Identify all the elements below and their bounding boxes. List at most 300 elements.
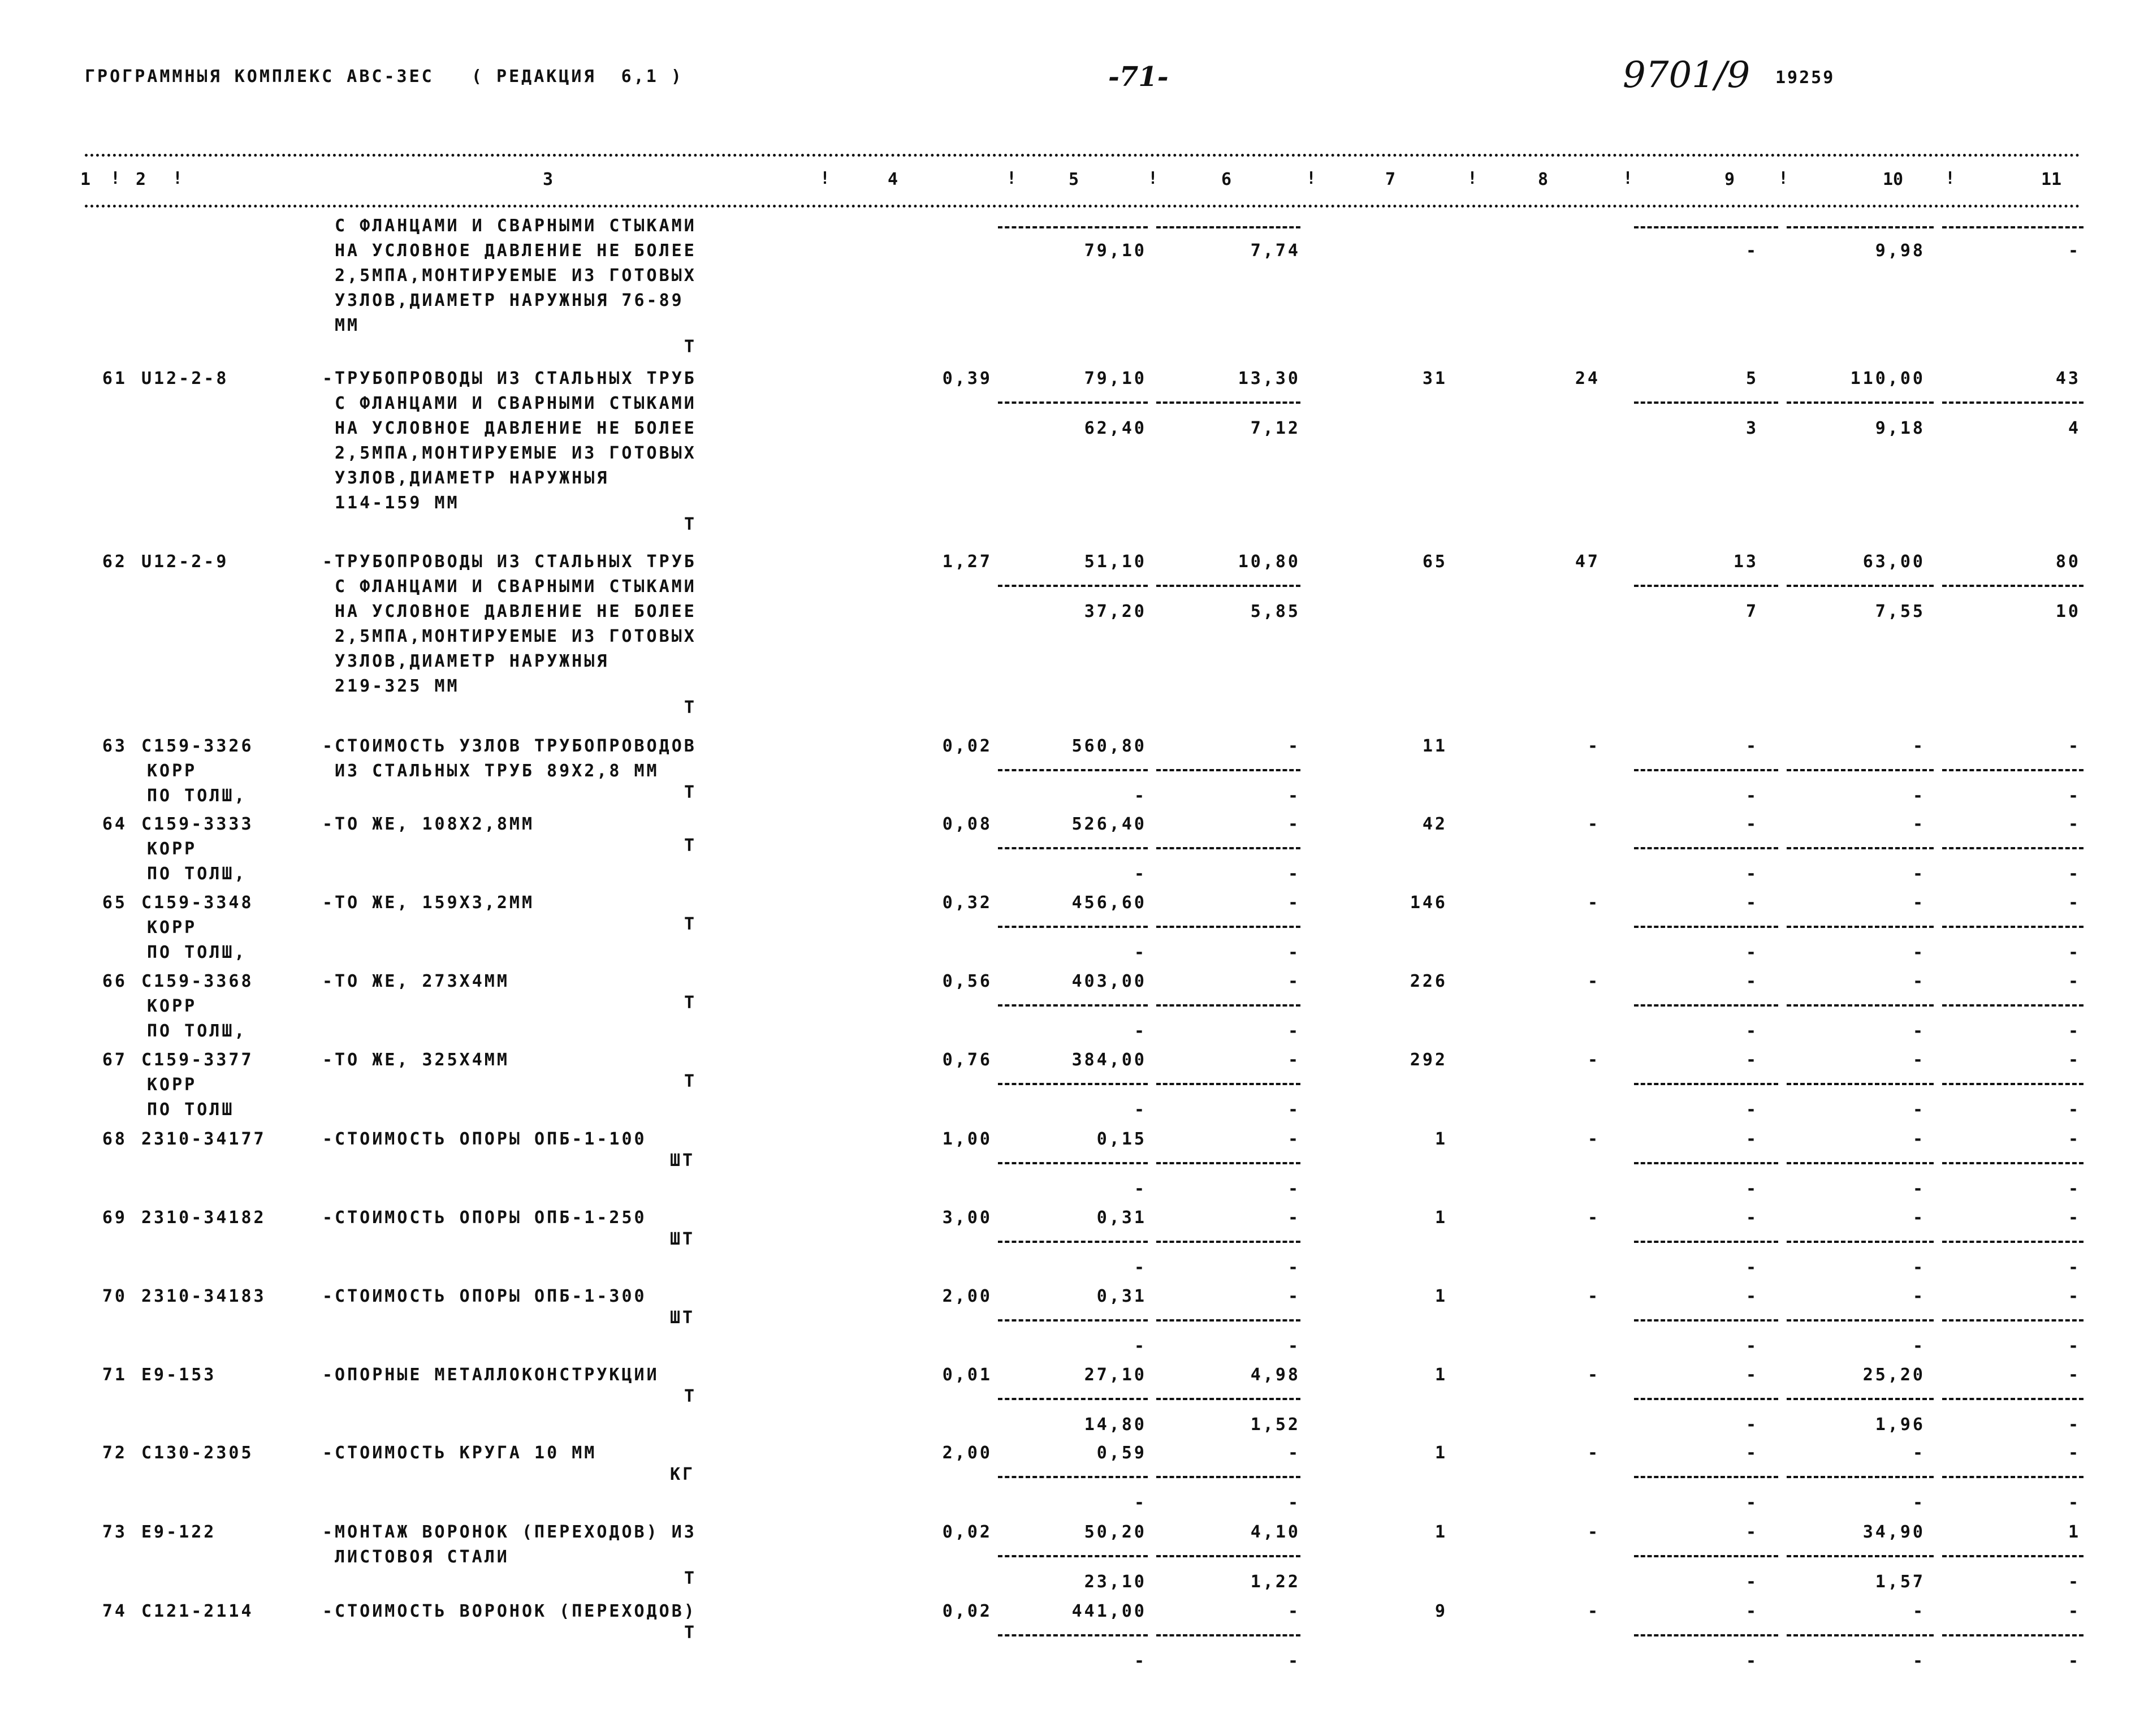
cell-divider bbox=[1787, 1083, 1934, 1085]
row-unit: ШТ bbox=[670, 1229, 695, 1249]
row-code: U12-2-8 bbox=[141, 369, 229, 388]
cell-c8: - bbox=[1587, 1208, 1600, 1228]
stamp-number: 19259 bbox=[1775, 68, 1835, 88]
row-code: C130-2305 bbox=[141, 1443, 254, 1463]
cell-c5: 456,60 bbox=[1071, 893, 1147, 913]
cell-c6-lower: 7,12 bbox=[1250, 418, 1300, 438]
row-description: -МОНТАЖ ВОРОНОК (ПЕРЕХОДОВ) ИЗ bbox=[322, 1522, 697, 1542]
cell-c11-lower: - bbox=[2068, 1100, 2081, 1120]
cell-divider bbox=[1634, 226, 1778, 228]
cell-divider bbox=[1156, 401, 1300, 404]
cell-c4: 1,27 bbox=[942, 552, 992, 572]
row-number: 69 bbox=[102, 1208, 127, 1228]
row-number: 68 bbox=[102, 1129, 127, 1149]
row-unit: ШТ bbox=[670, 1151, 695, 1171]
column-header-9: 9 bbox=[1724, 170, 1735, 189]
cell-c5-lower: - bbox=[1134, 1021, 1147, 1041]
row-code: ПО ТОЛШ, bbox=[147, 943, 247, 962]
cell-c10-lower: - bbox=[1912, 1100, 1925, 1120]
cell-divider bbox=[1787, 1634, 1934, 1636]
row-description: -ТРУБОПРОВОДЫ ИЗ СТАЛЬНЫХ ТРУБ bbox=[322, 552, 697, 572]
cell-divider bbox=[998, 1319, 1148, 1322]
cell-divider bbox=[1942, 847, 2084, 849]
row-code: 2310-34177 bbox=[141, 1129, 266, 1149]
cell-c4: 1,00 bbox=[942, 1129, 992, 1149]
cell-c5-lower: 62,40 bbox=[1084, 418, 1147, 438]
cell-c9: - bbox=[1745, 1208, 1758, 1228]
cell-c8: - bbox=[1587, 1286, 1600, 1306]
cell-divider bbox=[1942, 1241, 2084, 1243]
row-code: ПО ТОЛШ, bbox=[147, 864, 247, 884]
cell-c9-lower: - bbox=[1745, 786, 1758, 806]
cell-divider bbox=[1156, 1241, 1300, 1243]
cell-c9-lower: 3 bbox=[1745, 418, 1758, 438]
cell-c10-lower: 9,18 bbox=[1875, 418, 1925, 438]
cell-c11: - bbox=[2068, 1443, 2081, 1463]
row-unit: Т bbox=[684, 1072, 697, 1091]
row-number: 74 bbox=[102, 1601, 127, 1621]
cell-c5: 0,31 bbox=[1096, 1208, 1147, 1228]
column-header-8: 8 bbox=[1538, 170, 1549, 189]
cell-c6: 13,30 bbox=[1238, 369, 1300, 388]
cell-divider bbox=[998, 1634, 1148, 1636]
row-code: ПО ТОЛШ, bbox=[147, 786, 247, 806]
cell-c11: - bbox=[2068, 814, 2081, 834]
cell-c4: 0,76 bbox=[942, 1050, 992, 1070]
cell-c11-lower: - bbox=[2068, 1179, 2081, 1199]
cell-c4: 0,01 bbox=[942, 1365, 992, 1385]
row-number: 71 bbox=[102, 1365, 127, 1385]
cell-c5-lower: - bbox=[1134, 1179, 1147, 1199]
cell-c4: 0,02 bbox=[942, 1601, 992, 1621]
cell-c7: 9 bbox=[1434, 1601, 1447, 1621]
cell-c9-lower: 7 bbox=[1745, 602, 1758, 621]
cell-divider bbox=[1787, 769, 1934, 771]
cell-c9: - bbox=[1745, 1443, 1758, 1463]
cell-divider bbox=[1634, 1476, 1778, 1478]
cell-c8: - bbox=[1587, 1443, 1600, 1463]
row-number: 61 bbox=[102, 369, 127, 388]
cell-c11-lower: 10 bbox=[2055, 602, 2081, 621]
cell-c9-lower: - bbox=[1745, 1493, 1758, 1513]
cell-c10: 63,00 bbox=[1862, 552, 1925, 572]
cell-divider bbox=[1942, 1398, 2084, 1400]
cell-c5: 384,00 bbox=[1071, 1050, 1147, 1070]
row-number: 62 bbox=[102, 552, 127, 572]
cell-divider bbox=[1634, 1162, 1778, 1164]
cell-c10: - bbox=[1912, 971, 1925, 991]
cell-c9: - bbox=[1745, 893, 1758, 913]
cell-c6: - bbox=[1287, 1443, 1300, 1463]
cell-divider bbox=[1634, 585, 1778, 587]
cell-divider bbox=[1942, 585, 2084, 587]
row-description: ММ bbox=[335, 316, 360, 335]
cell-divider bbox=[1942, 1319, 2084, 1322]
cell-c11: - bbox=[2068, 1365, 2081, 1385]
cell-divider bbox=[1787, 926, 1934, 928]
cell-c6: 4,10 bbox=[1250, 1522, 1300, 1542]
cell-c6-lower: 1,22 bbox=[1250, 1572, 1300, 1592]
cell-c8: - bbox=[1587, 971, 1600, 991]
cell-c8: - bbox=[1587, 736, 1600, 756]
cell-c8: - bbox=[1587, 1050, 1600, 1070]
cell-divider bbox=[1634, 847, 1778, 849]
cell-c10: - bbox=[1912, 736, 1925, 756]
cell-c10-lower: 9,98 bbox=[1875, 241, 1925, 261]
row-description: С ФЛАНЦАМИ И СВАРНЫМИ СТЫКАМИ bbox=[335, 394, 697, 413]
column-header-6: 6 bbox=[1221, 170, 1232, 189]
cell-divider bbox=[1942, 1004, 2084, 1007]
row-unit: Т bbox=[684, 993, 697, 1013]
cell-c10: - bbox=[1912, 1050, 1925, 1070]
cell-divider bbox=[998, 847, 1148, 849]
cell-divider bbox=[998, 1004, 1148, 1007]
cell-c8: 24 bbox=[1575, 369, 1600, 388]
cell-c10-lower: - bbox=[1912, 786, 1925, 806]
row-code: C159-3326 bbox=[141, 736, 254, 756]
cell-c6: - bbox=[1287, 1286, 1300, 1306]
cell-c6-lower: - bbox=[1287, 1493, 1300, 1513]
cell-c7: 11 bbox=[1422, 736, 1447, 756]
cell-divider bbox=[1942, 769, 2084, 771]
row-description: 114-159 ММ bbox=[335, 493, 460, 513]
cell-divider bbox=[1942, 401, 2084, 404]
column-separator: ! bbox=[1306, 169, 1317, 188]
cell-c6: - bbox=[1287, 1129, 1300, 1149]
cell-c11-lower: - bbox=[2068, 1572, 2081, 1592]
row-unit: ШТ bbox=[670, 1308, 695, 1328]
cell-c5: 0,15 bbox=[1096, 1129, 1147, 1149]
row-description: -СТОИМОСТЬ ОПОРЫ ОПБ-1-250 bbox=[322, 1208, 647, 1228]
cell-divider bbox=[1942, 1162, 2084, 1164]
cell-c11: - bbox=[2068, 971, 2081, 991]
cell-c9-lower: - bbox=[1745, 1651, 1758, 1671]
column-header-5: 5 bbox=[1069, 170, 1079, 189]
cell-c9: - bbox=[1745, 1129, 1758, 1149]
row-code: ПО ТОЛШ, bbox=[147, 1021, 247, 1041]
cell-c4: 0,08 bbox=[942, 814, 992, 834]
cell-divider bbox=[998, 1398, 1148, 1400]
cell-c5: 403,00 bbox=[1071, 971, 1147, 991]
cell-c10: - bbox=[1912, 1601, 1925, 1621]
cell-c11-lower: - bbox=[2068, 1651, 2081, 1671]
cell-c11-lower: - bbox=[2068, 1493, 2081, 1513]
cell-c6: - bbox=[1287, 1601, 1300, 1621]
cell-c5-lower: 14,80 bbox=[1084, 1415, 1147, 1435]
cell-c5: 27,10 bbox=[1084, 1365, 1147, 1385]
cell-divider bbox=[1942, 226, 2084, 228]
column-header-11: 11 bbox=[2041, 170, 2062, 189]
cell-c6-lower: - bbox=[1287, 1651, 1300, 1671]
cell-c11-lower: 4 bbox=[2068, 418, 2081, 438]
cell-c9-lower: - bbox=[1745, 1021, 1758, 1041]
cell-c10: - bbox=[1912, 1443, 1925, 1463]
row-description: 2,5МПА,МОНТИРУЕМЫЕ ИЗ ГОТОВЫХ bbox=[335, 443, 697, 463]
cell-divider bbox=[1942, 1083, 2084, 1085]
cell-c4: 0,39 bbox=[942, 369, 992, 388]
row-unit: Т bbox=[684, 515, 697, 534]
cell-c7: 1 bbox=[1434, 1365, 1447, 1385]
cell-divider bbox=[1942, 926, 2084, 928]
cell-c7: 226 bbox=[1410, 971, 1447, 991]
cell-c6-lower: - bbox=[1287, 1100, 1300, 1120]
cell-divider bbox=[1634, 1634, 1778, 1636]
cell-c6-lower: 5,85 bbox=[1250, 602, 1300, 621]
cell-c5: 51,10 bbox=[1084, 552, 1147, 572]
cell-c5-lower: 79,10 bbox=[1084, 241, 1147, 261]
cell-c11: - bbox=[2068, 1050, 2081, 1070]
row-number: 67 bbox=[102, 1050, 127, 1070]
cell-c5: 441,00 bbox=[1071, 1601, 1147, 1621]
cell-c8: - bbox=[1587, 893, 1600, 913]
cell-divider bbox=[1634, 1083, 1778, 1085]
cell-divider bbox=[1156, 1319, 1300, 1322]
cell-divider bbox=[998, 401, 1148, 404]
cell-c9: - bbox=[1745, 971, 1758, 991]
cell-c9: - bbox=[1745, 1522, 1758, 1542]
cell-c4: 0,32 bbox=[942, 893, 992, 913]
cell-divider bbox=[1634, 401, 1778, 404]
cell-c11-lower: - bbox=[2068, 1021, 2081, 1041]
cell-c10-lower: 7,55 bbox=[1875, 602, 1925, 621]
row-description: -СТОИМОСТЬ ОПОРЫ ОПБ-1-100 bbox=[322, 1129, 647, 1149]
row-unit: Т bbox=[684, 337, 697, 357]
row-code: C159-3333 bbox=[141, 814, 254, 834]
cell-divider bbox=[1787, 226, 1934, 228]
cell-divider bbox=[1787, 1555, 1934, 1557]
row-code: E9-122 bbox=[141, 1522, 217, 1542]
cell-c5: 79,10 bbox=[1084, 369, 1147, 388]
row-description: 2,5МПА,МОНТИРУЕМЫЕ ИЗ ГОТОВЫХ bbox=[335, 266, 697, 286]
cell-c6: - bbox=[1287, 814, 1300, 834]
cell-c10: 25,20 bbox=[1862, 1365, 1925, 1385]
cell-c7: 1 bbox=[1434, 1443, 1447, 1463]
cell-c5-lower: - bbox=[1134, 1493, 1147, 1513]
cell-c9: - bbox=[1745, 1286, 1758, 1306]
row-unit: Т bbox=[684, 783, 697, 802]
row-description: -СТОИМОСТЬ КРУГА 10 ММ bbox=[322, 1443, 597, 1463]
row-description: УЗЛОВ,ДИАМЕТР НАРУЖНЫЯ bbox=[335, 468, 610, 488]
cell-c11-lower: - bbox=[2068, 786, 2081, 806]
cell-divider bbox=[1942, 1476, 2084, 1478]
cell-divider bbox=[998, 1555, 1148, 1557]
cell-divider bbox=[1634, 1004, 1778, 1007]
cell-divider bbox=[1156, 585, 1300, 587]
cell-c5: 50,20 bbox=[1084, 1522, 1147, 1542]
cell-divider bbox=[1156, 1083, 1300, 1085]
row-description: -ТО ЖЕ, 273Х4ММ bbox=[322, 971, 509, 991]
cell-divider bbox=[1156, 1162, 1300, 1164]
cell-c9: - bbox=[1745, 1365, 1758, 1385]
cell-c9-lower: - bbox=[1745, 864, 1758, 884]
row-number: 63 bbox=[102, 736, 127, 756]
cell-c11-lower: - bbox=[2068, 241, 2081, 261]
cell-divider bbox=[1156, 1004, 1300, 1007]
row-code: КОРР bbox=[147, 839, 197, 859]
row-code: U12-2-9 bbox=[141, 552, 229, 572]
cell-c10-lower: 1,96 bbox=[1875, 1415, 1925, 1435]
cell-c11: - bbox=[2068, 1129, 2081, 1149]
cell-divider bbox=[998, 585, 1148, 587]
cell-c10-lower: - bbox=[1912, 1651, 1925, 1671]
row-code: КОРР bbox=[147, 1075, 197, 1095]
row-description: -ТО ЖЕ, 325Х4ММ bbox=[322, 1050, 509, 1070]
cell-c6: 10,80 bbox=[1238, 552, 1300, 572]
cell-c11-lower: - bbox=[2068, 943, 2081, 962]
column-header-2: 2 bbox=[136, 170, 146, 189]
column-separator: ! bbox=[1006, 169, 1017, 188]
row-number: 72 bbox=[102, 1443, 127, 1463]
cell-divider bbox=[1156, 1398, 1300, 1400]
cell-divider bbox=[1634, 1241, 1778, 1243]
cell-c11: 1 bbox=[2068, 1522, 2081, 1542]
row-code: 2310-34183 bbox=[141, 1286, 266, 1306]
cell-c11: - bbox=[2068, 736, 2081, 756]
cell-c4: 3,00 bbox=[942, 1208, 992, 1228]
cell-divider bbox=[1787, 401, 1934, 404]
cell-c4: 2,00 bbox=[942, 1443, 992, 1463]
row-description: НА УСЛОВНОЕ ДАВЛЕНИЕ НЕ БОЛЕЕ bbox=[335, 602, 697, 621]
cell-divider bbox=[1156, 1634, 1300, 1636]
row-description: 219-325 ММ bbox=[335, 676, 460, 696]
column-header-1: 1 bbox=[80, 170, 91, 189]
cell-c5: 0,59 bbox=[1096, 1443, 1147, 1463]
cell-divider bbox=[998, 1083, 1148, 1085]
cell-divider bbox=[1634, 1398, 1778, 1400]
cell-c8: - bbox=[1587, 814, 1600, 834]
cell-c11-lower: - bbox=[2068, 864, 2081, 884]
cell-c6-lower: 1,52 bbox=[1250, 1415, 1300, 1435]
cell-c7: 42 bbox=[1422, 814, 1447, 834]
cell-c10: 110,00 bbox=[1850, 369, 1925, 388]
row-code: C121-2114 bbox=[141, 1601, 254, 1621]
cell-divider bbox=[1787, 847, 1934, 849]
cell-c10-lower: - bbox=[1912, 1021, 1925, 1041]
cell-divider bbox=[998, 769, 1148, 771]
row-code: C159-3348 bbox=[141, 893, 254, 913]
row-number: 70 bbox=[102, 1286, 127, 1306]
cell-c6-lower: - bbox=[1287, 1021, 1300, 1041]
cell-divider bbox=[1156, 847, 1300, 849]
row-unit: Т bbox=[684, 1569, 697, 1588]
cell-c5-lower: - bbox=[1134, 943, 1147, 962]
cell-c5-lower: - bbox=[1134, 1258, 1147, 1277]
header-rule-top bbox=[85, 154, 2081, 157]
cell-c7: 146 bbox=[1410, 893, 1447, 913]
cell-c9: - bbox=[1745, 736, 1758, 756]
cell-divider bbox=[1156, 1476, 1300, 1478]
column-separator: ! bbox=[1945, 169, 1956, 188]
cell-c9-lower: - bbox=[1745, 1179, 1758, 1199]
cell-c11-lower: - bbox=[2068, 1258, 2081, 1277]
cell-c9-lower: - bbox=[1745, 1258, 1758, 1277]
cell-c6-lower: - bbox=[1287, 786, 1300, 806]
cell-c11: - bbox=[2068, 893, 2081, 913]
cell-c11-lower: - bbox=[2068, 1336, 2081, 1356]
cell-c9: 13 bbox=[1733, 552, 1758, 572]
cell-c7: 65 bbox=[1422, 552, 1447, 572]
column-header-3: 3 bbox=[543, 170, 554, 189]
cell-divider bbox=[998, 926, 1148, 928]
cell-c10: 34,90 bbox=[1862, 1522, 1925, 1542]
cell-c11: 80 bbox=[2055, 552, 2081, 572]
cell-c10: - bbox=[1912, 893, 1925, 913]
cell-c6-lower: 7,74 bbox=[1250, 241, 1300, 261]
cell-c8: - bbox=[1587, 1129, 1600, 1149]
row-code: ПО ТОЛШ bbox=[147, 1100, 235, 1120]
cell-c9-lower: - bbox=[1745, 1336, 1758, 1356]
cell-divider bbox=[1634, 769, 1778, 771]
cell-c8: - bbox=[1587, 1365, 1600, 1385]
cell-c11: - bbox=[2068, 1208, 2081, 1228]
cell-c6: - bbox=[1287, 893, 1300, 913]
cell-divider bbox=[998, 1162, 1148, 1164]
cell-c6-lower: - bbox=[1287, 1336, 1300, 1356]
row-unit: Т bbox=[684, 698, 697, 718]
cell-c4: 0,02 bbox=[942, 1522, 992, 1542]
cell-c10-lower: - bbox=[1912, 1179, 1925, 1199]
cell-c10: - bbox=[1912, 814, 1925, 834]
cell-c5: 560,80 bbox=[1071, 736, 1147, 756]
row-description: НА УСЛОВНОЕ ДАВЛЕНИЕ НЕ БОЛЕЕ bbox=[335, 241, 697, 261]
column-separator: ! bbox=[1467, 169, 1478, 188]
cell-c11: 43 bbox=[2055, 369, 2081, 388]
cell-divider bbox=[1156, 1555, 1300, 1557]
cell-c9: 5 bbox=[1745, 369, 1758, 388]
row-description: -СТОИМОСТЬ УЗЛОВ ТРУБОПРОВОДОВ bbox=[322, 736, 697, 756]
cell-divider bbox=[1787, 1319, 1934, 1322]
row-description: НА УСЛОВНОЕ ДАВЛЕНИЕ НЕ БОЛЕЕ bbox=[335, 418, 697, 438]
cell-c7: 1 bbox=[1434, 1522, 1447, 1542]
cell-c4: 0,56 bbox=[942, 971, 992, 991]
cell-c7: 1 bbox=[1434, 1286, 1447, 1306]
cell-c9-lower: - bbox=[1745, 1100, 1758, 1120]
row-description: 2,5МПА,МОНТИРУЕМЫЕ ИЗ ГОТОВЫХ bbox=[335, 627, 697, 646]
column-separator: ! bbox=[1778, 169, 1789, 188]
cell-c6: - bbox=[1287, 971, 1300, 991]
cell-c10-lower: - bbox=[1912, 864, 1925, 884]
row-code: КОРР bbox=[147, 918, 197, 938]
cell-c10: - bbox=[1912, 1129, 1925, 1149]
cell-c11-lower: - bbox=[2068, 1415, 2081, 1435]
cell-c5: 0,31 bbox=[1096, 1286, 1147, 1306]
cell-c6: - bbox=[1287, 1208, 1300, 1228]
row-description: -ТРУБОПРОВОДЫ ИЗ СТАЛЬНЫХ ТРУБ bbox=[322, 369, 697, 388]
cell-c10-lower: 1,57 bbox=[1875, 1572, 1925, 1592]
cell-divider bbox=[998, 1241, 1148, 1243]
cell-c7: 292 bbox=[1410, 1050, 1447, 1070]
cell-divider bbox=[1634, 1319, 1778, 1322]
row-description: С ФЛАНЦАМИ И СВАРНЫМИ СТЫКАМИ bbox=[335, 216, 697, 236]
cell-c11: - bbox=[2068, 1286, 2081, 1306]
cell-c6: - bbox=[1287, 736, 1300, 756]
cell-c10-lower: - bbox=[1912, 1336, 1925, 1356]
cell-c6-lower: - bbox=[1287, 1258, 1300, 1277]
cell-c6-lower: - bbox=[1287, 943, 1300, 962]
cell-divider bbox=[998, 1476, 1148, 1478]
cell-c9-lower: - bbox=[1745, 241, 1758, 261]
cell-c8: 47 bbox=[1575, 552, 1600, 572]
cell-divider bbox=[998, 226, 1148, 228]
row-description: УЗЛОВ,ДИАМЕТР НАРУЖНЫЯ 76-89 bbox=[335, 291, 684, 310]
cell-c6: - bbox=[1287, 1050, 1300, 1070]
column-separator: ! bbox=[1623, 169, 1633, 188]
row-description: -ТО ЖЕ, 159Х3,2ММ bbox=[322, 893, 535, 913]
cell-divider bbox=[1156, 226, 1300, 228]
page-number: -71- bbox=[1108, 61, 1169, 93]
cell-c9-lower: - bbox=[1745, 943, 1758, 962]
row-code: C159-3377 bbox=[141, 1050, 254, 1070]
